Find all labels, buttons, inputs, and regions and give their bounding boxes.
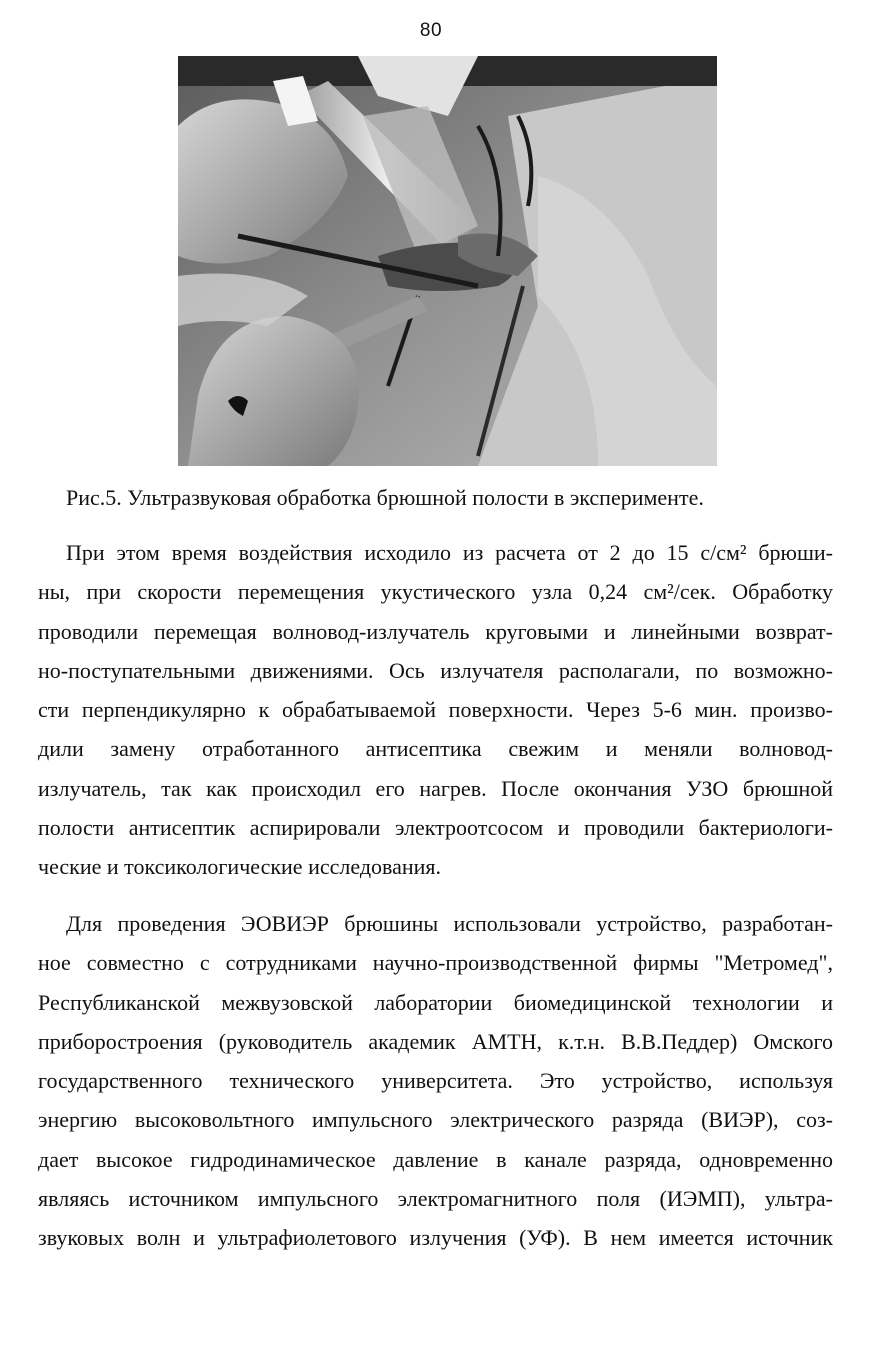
text-line: сти перпендикулярно к обрабатываемой поверхности. Через 5-6 мин. произво- [38, 697, 833, 723]
text-line: дает высокое гидродинамическое давление в канале разряда, одновременно [38, 1146, 833, 1172]
text-line: являясь источником импульсного электромагнитного поля (ИЭМП), ультра- [38, 1186, 833, 1212]
paragraph-2 [38, 904, 833, 1258]
text-line: ны, при скорости перемещения укустического узла 0,24 см²/сек. Обработку [38, 579, 833, 605]
text-line: излучатель, так как происходил его нагрев. После окончания УЗО брюшной [38, 775, 833, 801]
text-line: звуковых волн и ультрафиолетового излучения (УФ). В нем имеется источник [38, 1225, 833, 1251]
text-line: полости антисептик аспирировали электроотсосом и проводили бактериологи- [38, 815, 833, 841]
surgery-photo-illustration [178, 56, 717, 466]
figure-caption: Рис.5. Ультразвуковая обработка брюшной полости в эксперименте. [66, 485, 704, 510]
text-line: Республиканской межвузовской лаборатории биомедицинской технологии и [38, 989, 833, 1015]
paragraph-1 [38, 533, 833, 887]
text-line: При этом время воздействия исходило из расчета от 2 до 15 с/см² брюши- [66, 540, 833, 565]
text-line: дили замену отработанного антисептика свежим и меняли волновод- [38, 736, 833, 762]
text-line: энергию высоковольтного импульсного электрического разряда (ВИЭР), соз- [38, 1107, 833, 1133]
text-line: Для проведения ЭОВИЭР брюшины использовали устройство, разработан- [66, 911, 833, 936]
figure-photo [178, 56, 717, 466]
text-line: проводили перемещая волновод-излучатель круговыми и линейными возврат- [38, 618, 833, 644]
text-line: приборостроения (руководитель академик АМТН, к.т.н. В.В.Педдер) Омского [38, 1028, 833, 1054]
text-line: ное совместно с сотрудниками научно-производственной фирмы "Метромед", [38, 950, 833, 976]
text-line: но-поступательными движениями. Ось излучателя располагали, по возможно- [38, 657, 833, 683]
text-line: ческие и токсикологические исследования. [38, 854, 442, 880]
page-number: 80 [419, 20, 443, 41]
text-line: государственного технического университета. Это устройство, используя [38, 1068, 833, 1094]
